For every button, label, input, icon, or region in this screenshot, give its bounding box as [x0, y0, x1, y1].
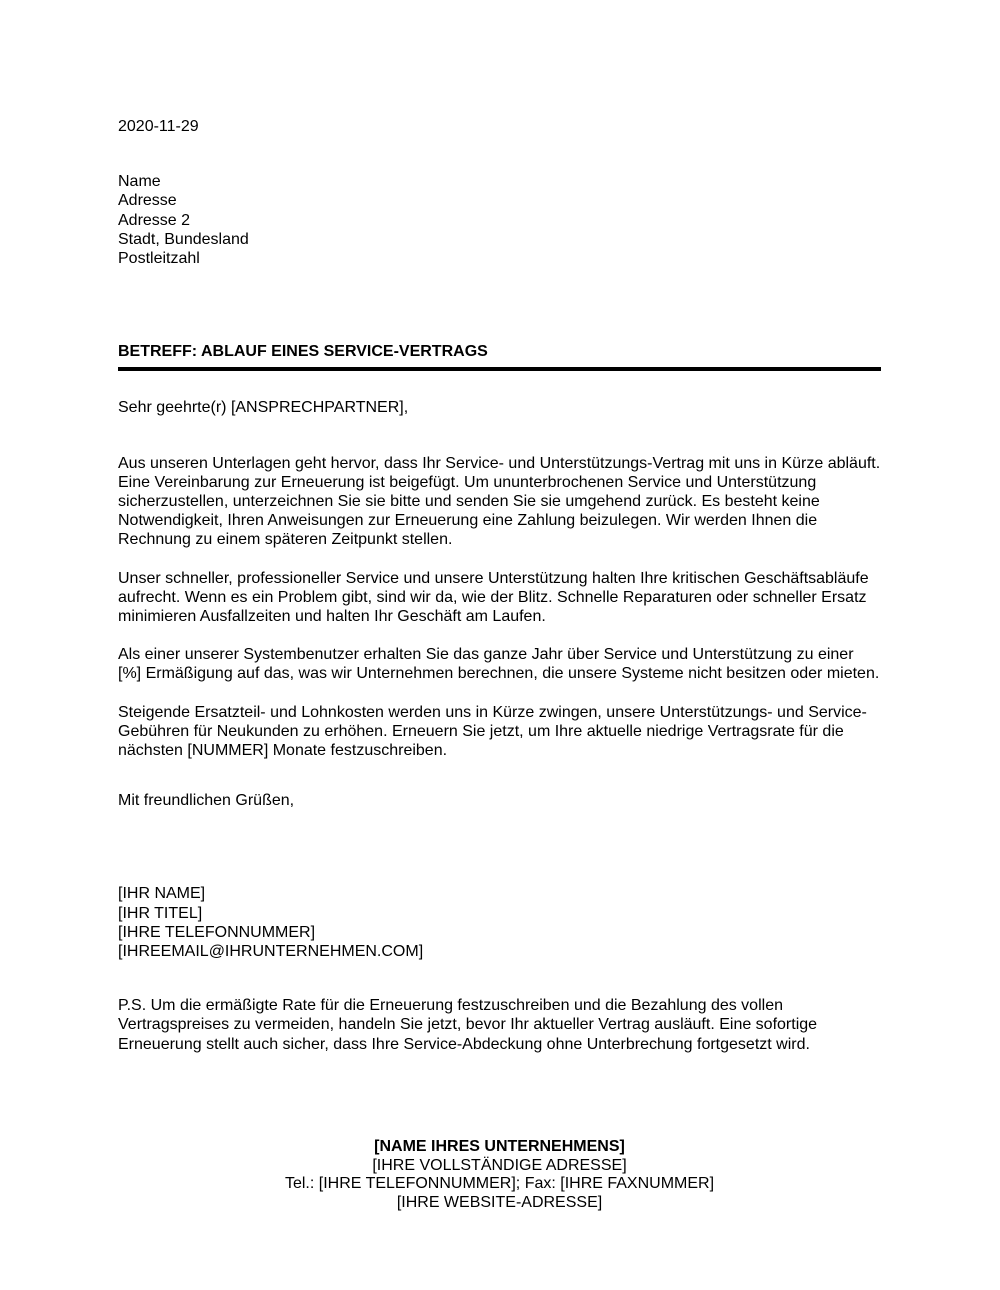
recipient-address-2: Adresse 2 [118, 211, 191, 229]
signature-phone: [IHRE TELEFONNUMMER] [118, 923, 316, 941]
subject-line: BETREFF: ABLAUF EINES SERVICE-VERTRAGS [118, 343, 488, 361]
signature-name: [IHR NAME] [118, 885, 206, 903]
body-paragraph-3: Als einer unserer Systembenutzer erhalten Sie das ganze Jahr über Service und Unterstützung zu einer [%] Ermäßigung auf das, was wir Unternehmen berechnen, die unsere Systeme nicht besitzen oder mieten. [118, 646, 880, 683]
footer-website: [IHRE WEBSITE-ADRESSE] [396, 1194, 603, 1211]
recipient-address-1: Adresse [118, 192, 177, 210]
body-paragraph-4: Steigende Ersatzteil- und Lohnkosten werden uns in Kürze zwingen, unsere Unterstützungs- und Service-Gebühren für Neukunden zu erhöhen. Erneuern Sie jetzt, um Ihre aktuelle niedrige Vertragsrate für die nächsten [NUMMER] Monate festzuschreiben. [118, 703, 867, 760]
footer-company-name: [NAME IHRES UNTERNEHMENS] [374, 1137, 625, 1155]
signature-block [118, 884, 881, 961]
postscript: P.S. Um die ermäßigte Rate für die Erneuerung festzuschreiben und die Bezahlung des vollen Vertragspreises zu vermeiden, handeln Sie jetzt, bevor Ihr aktueller Vertrag ausläuft. Eine sofortige Erneuerung stellt auch sicher, dass Ihre Service-Abdeckung ohne Unterbrechung fortgesetzt wird. [118, 997, 818, 1053]
recipient-postal-code: Postleitzahl [118, 250, 200, 268]
body-paragraph-1: Aus unseren Unterlagen geht hervor, dass Ihr Service- und Unterstützungs-Vertrag mit uns in Kürze abläuft. Eine Vereinbarung zur Erneuerung ist beigefügt. Um ununterbrochenen Service und Unterstützung sicherzustellen, unterzeichnen Sie sie bitte und senden Sie sie umgehend zurück. Es besteht keine Notwendigkeit, Ihren Anweisungen zur Erneuerung eine Zahlung beizulegen. Wir werden Ihnen die Rechnung zu einem späteren Zeitpunkt stellen. [118, 454, 881, 549]
recipient-city-state: Stadt, Bundesland [118, 230, 249, 248]
salutation: Sehr geehrte(r) [ANSPRECHPARTNER], [118, 399, 409, 417]
company-footer [118, 1138, 881, 1213]
recipient-name: Name [118, 173, 161, 191]
footer-company-address: [IHRE VOLLSTÄNDIGE ADRESSE] [372, 1156, 627, 1174]
signature-email: [IHREEMAIL@IHRUNTERNEHMEN.COM] [118, 943, 424, 961]
footer-phone-fax: Tel.: [IHRE TELEFONNUMMER]; Fax: [IHRE FAXNUMMER] [284, 1175, 715, 1193]
closing-line: Mit freundlichen Grüßen, [118, 792, 295, 810]
letter-date: 2020-11-29 [118, 118, 199, 135]
signature-title: [IHR TITEL] [118, 904, 203, 922]
body-paragraph-2: Unser schneller, professioneller Service und unsere Unterstützung halten Ihre kritischen Geschäftsabläufe aufrecht. Wenn es ein Problem gibt, sind wir da, wie der Blitz. Schnelle Reparaturen oder schneller Ersatz minimieren Ausfallzeiten und halten Ihr Geschäft am Laufen. [118, 569, 869, 626]
subject-divider [118, 367, 881, 371]
recipient-block [118, 172, 881, 268]
